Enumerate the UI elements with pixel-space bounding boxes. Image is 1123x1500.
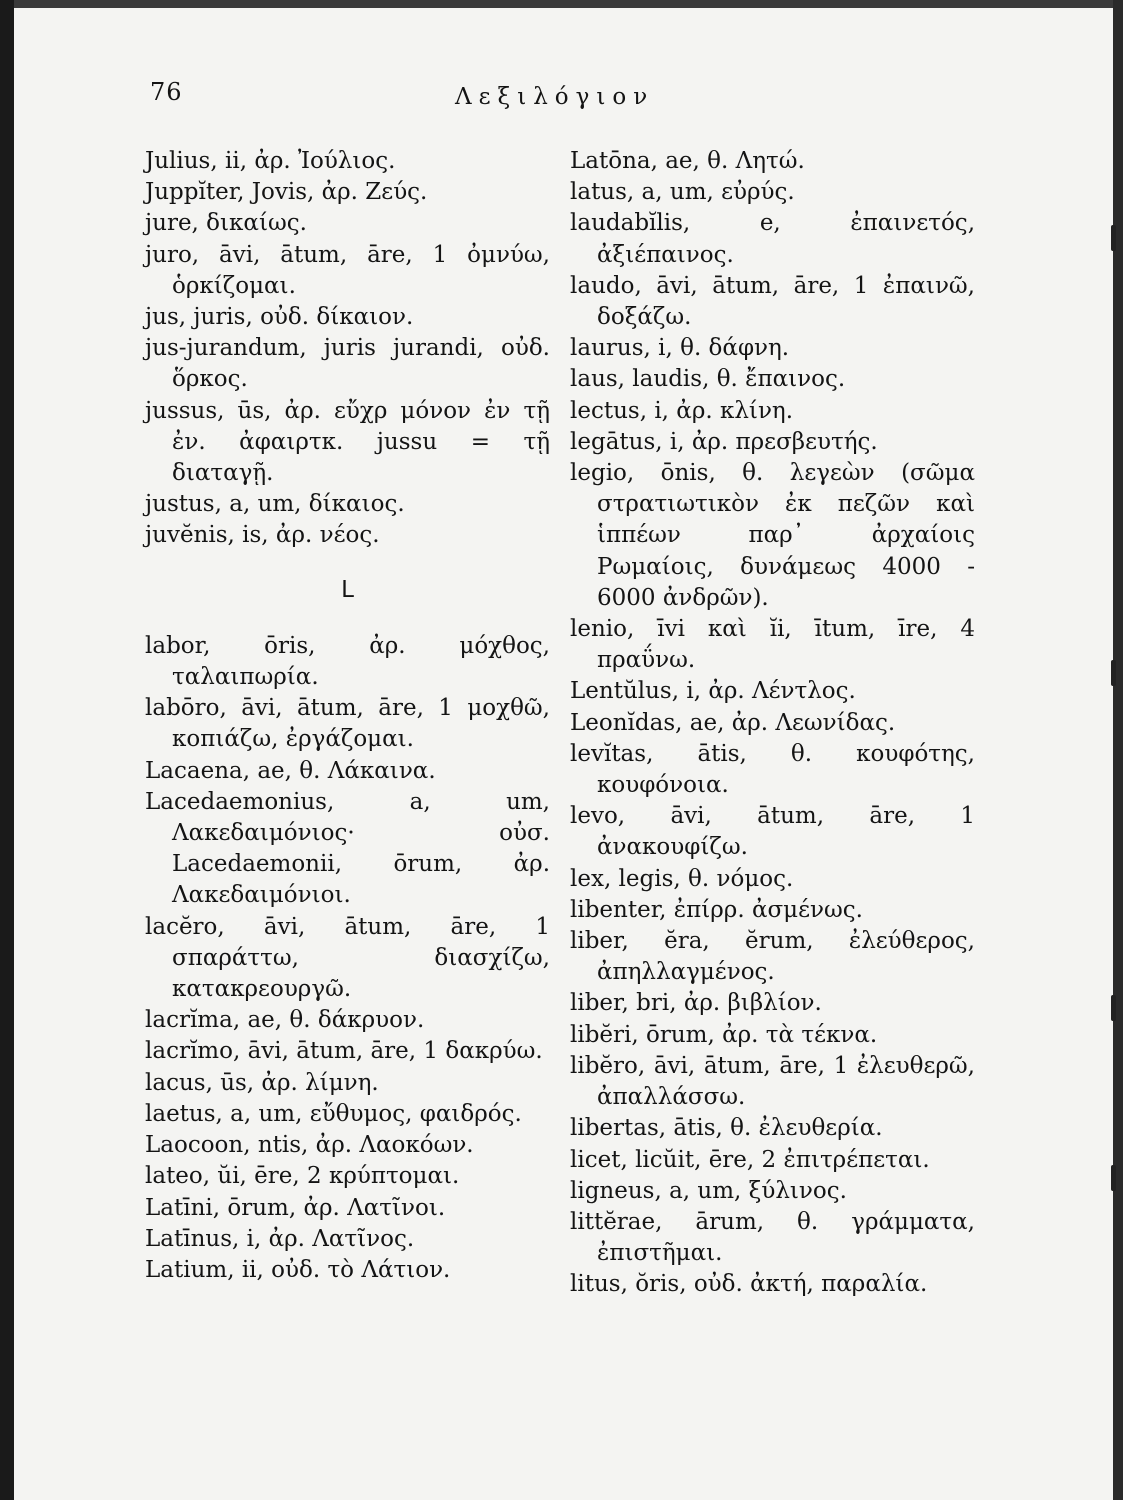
dictionary-entry: Latōna, ae, θ. Λητώ.: [570, 148, 805, 174]
entries-l: [145, 631, 550, 1286]
dictionary-entry: ligneus, a, um, ξύλινος.: [570, 1177, 847, 1204]
dictionary-entry: libĕro, āvi, ātum, āre, 1 ἐλευθερῶ, ἀπαλλάσσω.: [570, 1052, 975, 1111]
dictionary-entry: laurus, i, θ. δάφνη.: [570, 335, 790, 362]
dictionary-entry: Juppĭter, Jovis, ἀρ. Ζεύς.: [145, 179, 428, 206]
margin-scan-mark: [1111, 995, 1116, 1021]
dictionary-entry: laus, laudis, θ. ἔπαινος.: [570, 366, 846, 393]
dictionary-entry: lenio, īvi καὶ ĭi, ītum, īre, 4 πραΰνω.: [570, 616, 975, 674]
margin-scan-mark: [1111, 660, 1116, 686]
dictionary-entry: libenter, ἐπίρρ. ἀσμένως.: [570, 896, 863, 923]
dictionary-entry: latus, a, um, εὐρύς.: [570, 179, 795, 206]
dictionary-entry: laetus, a, um, εὔθυμος, φαιδρός.: [145, 1100, 522, 1127]
page-number: 76: [150, 78, 183, 106]
dictionary-entry: libĕri, ōrum, ἀρ. τὰ τέκνα.: [570, 1021, 878, 1048]
dictionary-entry: lacus, ūs, ἀρ. λίμνη.: [145, 1069, 379, 1096]
dictionary-entry: levĭtas, ātis, θ. κουφότης, κουφόνοια.: [570, 740, 975, 799]
margin-scan-mark: [1111, 1165, 1116, 1191]
dictionary-entry: legātus, i, ἀρ. πρεσβευτής.: [570, 428, 878, 455]
running-title: Λεξιλόγιον: [455, 84, 655, 110]
dictionary-entry: Julius, ii, ἀρ. Ἰούλιος.: [145, 148, 396, 174]
dictionary-entry: justus, a, um, δίκαιος.: [145, 491, 405, 518]
dictionary-entry: juvĕnis, is, ἀρ. νέος.: [145, 522, 380, 549]
dictionary-entry: liber, bri, ἀρ. βιβλίον.: [570, 990, 822, 1017]
left-column: [145, 146, 550, 1286]
dictionary-entry: jus, juris, οὐδ. δίκαιον.: [145, 304, 414, 331]
dictionary-entry: lateo, ŭi, ēre, 2 κρύπτομαι.: [145, 1163, 460, 1190]
dictionary-entry: levo, āvi, ātum, āre, 1 ἀνακουφίζω.: [570, 803, 975, 861]
dictionary-entry: licet, licŭit, ēre, 2 ἐπιτρέπεται.: [570, 1146, 930, 1173]
page-top-edge-shadow: [0, 0, 1123, 8]
dictionary-entry: liber, ĕra, ĕrum, ἐλεύθερος, ἀπηλλαγμένος.: [570, 928, 975, 986]
dictionary-entry: Lentŭlus, i, ἀρ. Λέντλος.: [570, 678, 856, 705]
dictionary-entry: jure, δικαίως.: [145, 210, 307, 237]
dictionary-entry: littĕrae, ārum, θ. γράμματα, ἐπιστῆμαι.: [570, 1208, 975, 1267]
dictionary-entry: legio, ōnis, θ. λεγεὼν (σῶμα στρατιωτικὸν ἐκ πεζῶν καὶ ἱππέων παρ᾽ ἀρχαίοις Ρωμαίοις, δυνάμεως 4000 - 6000 ἀνδρῶν).: [570, 460, 975, 611]
dictionary-entry: Lacedaemonius, a, um, Λακεδαιμόνιος· οὐσ. Lacedaemonii, ōrum, ἀρ. Λακεδαιμόνιοι.: [145, 788, 550, 909]
dictionary-entry: libertas, ātis, θ. ἐλευθερία.: [570, 1115, 883, 1142]
dictionary-entry: labor, ōris, ἀρ. μόχθος, ταλαιπωρία.: [145, 632, 550, 691]
dictionary-entry: jussus, ūs, ἀρ. εὔχρ μόνον ἐν τῇ ἐν. ἀφαιρτκ. jussu = τῇ διαταγῇ.: [145, 397, 550, 487]
right-column: [570, 146, 975, 1301]
dictionary-entry: lectus, i, ἀρ. κλίνη.: [570, 397, 794, 424]
dictionary-entry: lacĕro, āvi, ātum, āre, 1 σπαράττω, διασχίζω, κατακρεουργῶ.: [145, 913, 550, 1003]
dictionary-entry: Leonĭdas, ae, ἀρ. Λεωνίδας.: [570, 709, 896, 736]
dictionary-entry: juro, āvi, ātum, āre, 1 ὀμνύω, ὁρκίζομαι.: [145, 241, 550, 299]
dictionary-entry: labōro, āvi, ātum, āre, 1 μοχθῶ, κοπιάζω, ἐργάζομαι.: [145, 695, 550, 753]
dictionary-entry: lacrĭmo, āvi, ātum, āre, 1 δακρύω.: [145, 1038, 543, 1065]
dictionary-entry: Latium, ii, οὐδ. τὸ Λάτιον.: [145, 1256, 451, 1283]
dictionary-entry: lex, legis, θ. νόμος.: [570, 865, 794, 892]
dictionary-entry: laudo, āvi, ātum, āre, 1 ἐπαινῶ, δοξάζω.: [570, 272, 975, 331]
dictionary-entry: Lacaena, ae, θ. Λάκαινα.: [145, 757, 436, 784]
section-letter: L: [341, 576, 354, 603]
margin-scan-mark: [1111, 225, 1116, 251]
dictionary-entry: jus-jurandum, juris jurandi, οὐδ. ὅρκος.: [145, 335, 550, 393]
dictionary-entry: litus, ŏris, οὐδ. ἀκτή, παραλία.: [570, 1271, 928, 1298]
entries-j: [145, 146, 550, 552]
dictionary-entry: Latīni, ōrum, ἀρ. Λατῖνοι.: [145, 1194, 446, 1221]
dictionary-entry: laudabĭlis, e, ἐπαινετός, ἀξιέπαινος.: [570, 210, 975, 268]
dictionary-entry: Laocoon, ntis, ἀρ. Λαοκόων.: [145, 1132, 474, 1159]
dictionary-entry: Latīnus, i, ἀρ. Λατῖνος.: [145, 1225, 415, 1252]
dictionary-entry: lacrĭma, ae, θ. δάκρυον.: [145, 1007, 425, 1034]
